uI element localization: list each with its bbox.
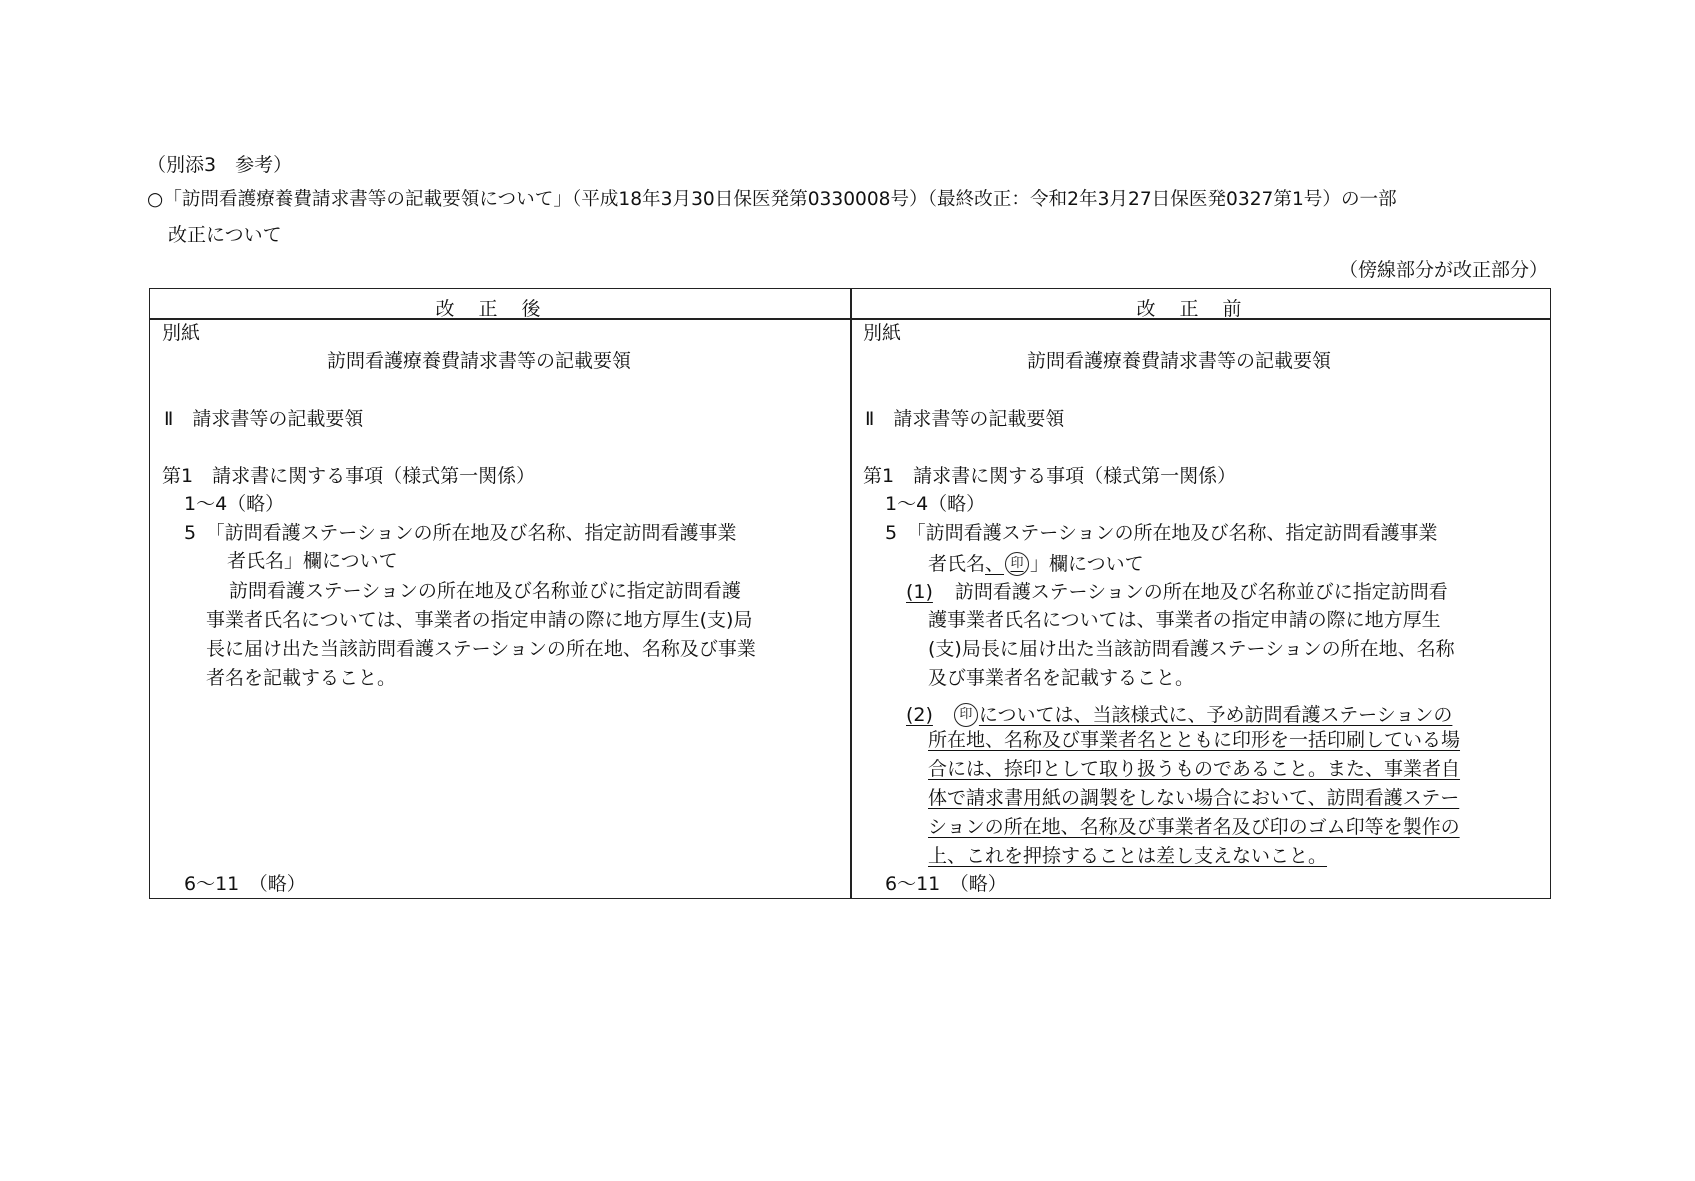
appendix-label: 別紙 (162, 322, 201, 344)
body-line: ションの所在地、名称及び事業者名及び印のゴム印等を製作の (928, 816, 1460, 838)
item-heading: 第1 請求書に関する事項（様式第一関係） (863, 465, 1237, 487)
attachment-label: （別添3 参考） (147, 154, 293, 176)
paragraph-number: (2) (906, 704, 933, 726)
item-heading: 第1 請求書に関する事項（様式第一関係） (162, 465, 536, 487)
item-5-heading: 5 「訪問看護ステーションの所在地及び名称、指定訪問看護事業 (885, 522, 1438, 544)
underline-note: （傍線部分が改正部分） (1338, 259, 1548, 281)
underlined-comma: 、 (985, 553, 1005, 575)
column-header-after: 改正後 (435, 298, 565, 320)
body-line: 訪問看護ステーションの所在地及び名称並びに指定訪問看護 (229, 580, 741, 602)
omitted-items: 6～11 （略） (885, 873, 1007, 895)
omitted-items: 1～4（略） (885, 493, 986, 515)
item-5-heading-cont (928, 552, 1144, 576)
body-line: 者名を記載すること。 (206, 667, 397, 689)
seal-icon: 印 (954, 703, 978, 727)
body-line: 上、これを押捺することは差し支えないこと。 (928, 845, 1328, 867)
section-title: 訪問看護療養費請求書等の記載要領 (1027, 350, 1332, 372)
column-header-before: 改正前 (1136, 298, 1266, 320)
item-5-heading: 5 「訪問看護ステーションの所在地及び名称、指定訪問看護事業 (184, 522, 737, 544)
paragraph-number: (1) (906, 581, 933, 603)
paragraph-1 (906, 583, 1448, 602)
body-line: 所在地、名称及び事業者名とともに印形を一括印刷している場 (928, 729, 1461, 751)
omitted-items: 1～4（略） (184, 493, 285, 515)
body-line: 事業者氏名については、事業者の指定申請の際に地方厚生(支)局 (206, 609, 753, 631)
appendix-label: 別紙 (863, 322, 902, 344)
chapter-heading: Ⅱ 請求書等の記載要領 (164, 408, 364, 430)
heading-text-end: 」欄について (1030, 553, 1144, 575)
body-line: 護事業者氏名については、事業者の指定申請の際に地方厚生 (928, 609, 1441, 631)
seal-icon: 印 (1005, 552, 1029, 576)
body-line: 及び事業者名を記載すること。 (928, 667, 1195, 689)
omitted-items: 6～11 （略） (184, 873, 306, 895)
body-line: 訪問看護ステーションの所在地及び名称並びに指定訪問看 (954, 581, 1448, 603)
section-title: 訪問看護療養費請求書等の記載要領 (327, 350, 632, 372)
comparison-table (149, 288, 1551, 899)
paragraph-2 (906, 703, 1452, 727)
item-5-heading-cont: 者氏名」欄について (227, 550, 398, 572)
body-line: (支)局長に届け出た当該訪問看護ステーションの所在地、名称 (928, 638, 1455, 660)
chapter-heading: Ⅱ 請求書等の記載要領 (865, 408, 1065, 430)
heading-text: 者氏名 (928, 553, 986, 575)
column-divider (850, 289, 852, 898)
document-title-continued: 改正について (168, 224, 282, 246)
body-line: 長に届け出た当該訪問看護ステーションの所在地、名称及び事業 (206, 638, 756, 660)
body-line: 合には、捺印として取り扱うものであること。また、事業者自 (928, 758, 1461, 780)
body-line: については、当該様式に、予め訪問看護ステーションの (978, 704, 1453, 726)
document-title: ○「訪問看護療養費請求書等の記載要領について」（平成18年3月30日保医発第0330008号）（最終改正：令和2年3月27日保医発0327第1号）の一部 (147, 189, 1397, 210)
body-line: 体で請求書用紙の調製をしない場合において、訪問看護ステー (928, 787, 1460, 809)
